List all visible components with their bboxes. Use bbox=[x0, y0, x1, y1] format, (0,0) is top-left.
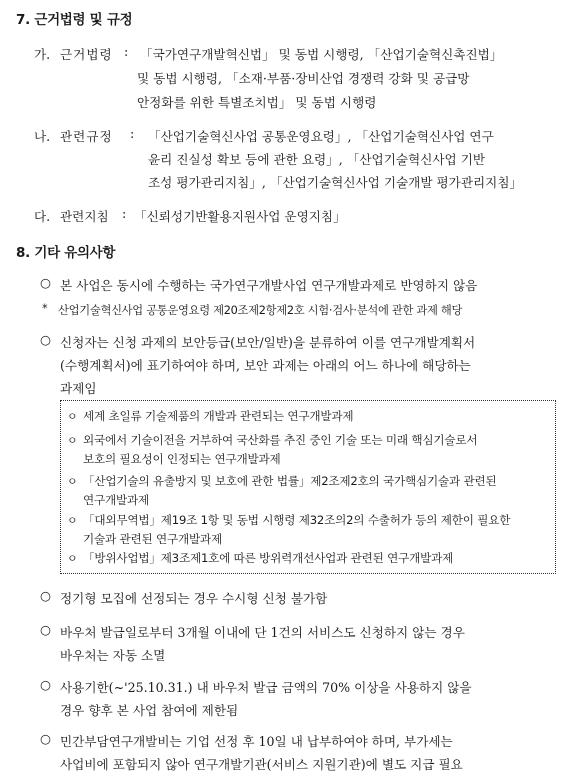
bullet-line: (수행계획서)에 표기하여야 하며, 보안 과제는 아래의 어느 하나에 해당하는 bbox=[60, 358, 471, 373]
item-ga-line: 및 동법 시행령, 「소재·부품·장비산업 경쟁력 강화 및 공급망 bbox=[137, 71, 470, 86]
bullet-line: 바우처 발급일로부터 3개월 이내에 단 1건의 서비스도 신청하지 않는 경우 bbox=[60, 625, 465, 640]
bullet-line: 정기형 모집에 선정되는 경우 수시형 신청 불가함 bbox=[60, 591, 328, 606]
box-item-line: 연구개발과제 bbox=[83, 493, 149, 507]
bullet-line: 민간부담연구개발비는 기업 선정 후 10일 내 납부하여야 하며, 부가세는 bbox=[60, 734, 453, 749]
box-item-line: 기술과 관련된 연구개발과제 bbox=[83, 532, 222, 546]
bullet-icon: ○ bbox=[40, 588, 51, 603]
item-na-marker: 나. bbox=[34, 129, 51, 144]
box-bullet-icon: ㅇ bbox=[67, 410, 78, 423]
box-bullet-icon: ㅇ bbox=[67, 514, 78, 527]
item-da-label: 관련지침 bbox=[60, 209, 109, 224]
box-item-line: 보호의 필요성이 인정되는 연구개발과제 bbox=[83, 452, 281, 466]
bullet-line: 경우 향후 본 사업 참여에 제한됨 bbox=[60, 703, 239, 718]
item-na-label: 관련규정 bbox=[60, 129, 113, 144]
section-7-title: 7. 근거법령 및 규정 bbox=[16, 12, 133, 28]
item-ga-colon: : bbox=[124, 44, 129, 59]
box-bullet-icon: ㅇ bbox=[67, 552, 78, 565]
bullet-line: 본 사업은 동시에 수행하는 국가연구개발사업 연구개발과제로 반영하지 않음 bbox=[60, 278, 478, 293]
bullet-icon: ○ bbox=[40, 622, 51, 637]
bullet-icon: ○ bbox=[40, 731, 51, 746]
box-item-line: 외국에서 기술이전을 거부하여 국산화를 추진 중인 기술 또는 미래 핵심기술로서 bbox=[83, 433, 478, 447]
footnote-text: 산업기술혁신사업 공통운영요령 제20조제2항제2호 시험·검사·분석에 관한 과제 해당 bbox=[58, 304, 463, 317]
security-criteria-box bbox=[60, 400, 556, 574]
footnote-mark: * bbox=[42, 302, 48, 315]
bullet-icon: ○ bbox=[40, 677, 51, 692]
box-item-line: 세계 초일류 기술제품의 개발과 관련되는 연구개발과제 bbox=[83, 409, 354, 423]
section-8-title: 8. 기타 유의사항 bbox=[16, 245, 116, 261]
bullet-icon: ○ bbox=[40, 332, 51, 347]
box-item-line: 「산업기술의 유출방지 및 보호에 관한 법률」제2조제2호의 국가핵심기술과 관련된 bbox=[83, 474, 497, 488]
item-da-line: 「신뢰성기반활용지원사업 운영지침」 bbox=[134, 209, 346, 224]
box-bullet-icon: ㅇ bbox=[67, 475, 78, 488]
item-ga-line: 「국가연구개발혁신법」 및 동법 시행령, 「산업기술혁신촉진법」 bbox=[140, 47, 503, 62]
item-na-line: 「산업기술혁신사업 공통운영요령」, 「산업기술혁신사업 연구 bbox=[148, 129, 494, 144]
bullet-line: 신청자는 신청 과제의 보안등급(보안/일반)을 분류하여 이를 연구개발계획서 bbox=[60, 335, 476, 350]
item-na-line: 조성 평가관리지침」, 「산업기술혁신사업 기술개발 평가관리지침」 bbox=[148, 175, 523, 190]
bullet-icon: ○ bbox=[40, 275, 51, 290]
bullet-line: 사업비에 포함되지 않아 연구개발기관(서비스 지원기관)에 별도 지급 필요 bbox=[60, 757, 463, 772]
item-na-line: 윤리 진실성 확보 등에 관한 요령」, 「산업기술혁신사업 기반 bbox=[148, 152, 486, 167]
item-ga-marker: 가. bbox=[34, 47, 51, 62]
item-da-colon: : bbox=[122, 206, 127, 221]
bullet-line: 사용기한(~'25.10.31.) 내 바우처 발급 금액의 70% 이상을 사용하지 않을 bbox=[60, 680, 472, 695]
item-ga-line: 안정화를 위한 특별조치법」 및 동법 시행령 bbox=[137, 95, 377, 110]
box-bullet-icon: ㅇ bbox=[67, 434, 78, 447]
box-item-line: 「대외무역법」제19조 1항 및 동법 시행령 제32조의2의 수출허가 등의 제한이 필요한 bbox=[83, 513, 511, 527]
item-da-marker: 다. bbox=[34, 209, 51, 224]
item-ga-label: 근거법령 bbox=[60, 47, 113, 62]
box-item-line: 「방위사업법」제3조제1호에 따른 방위력개선사업과 관련된 연구개발과제 bbox=[83, 551, 454, 565]
bullet-line: 과제임 bbox=[60, 381, 97, 396]
item-na-colon: : bbox=[130, 126, 135, 141]
bullet-line: 바우처는 자동 소멸 bbox=[60, 648, 166, 663]
